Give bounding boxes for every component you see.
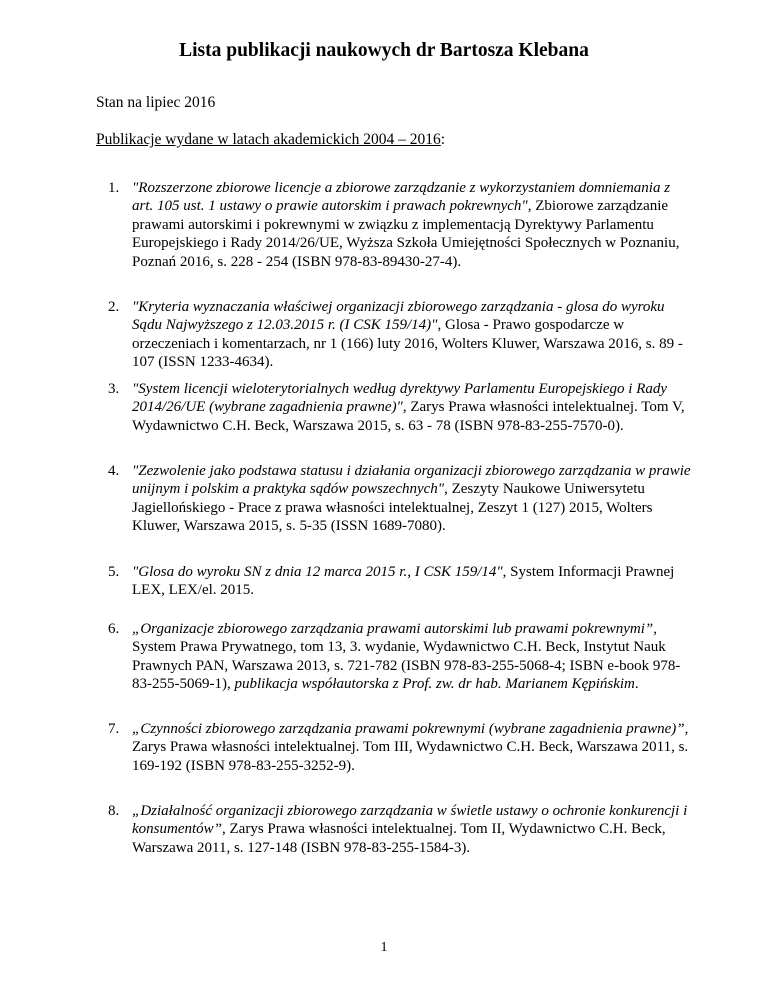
item-number: 2. (108, 299, 120, 315)
item-number: 4. (108, 463, 120, 479)
item-title: „Działalność organizacji zbiorowego zarządzania w świetle ustawy o ochronie konkurencji i konsumentów” (132, 803, 688, 838)
section-heading-colon: : (440, 131, 446, 148)
item-title: „Czynności zbiorowego zarządzania prawami pokrewnymi (wybrane zagadnienia prawne)” (132, 721, 685, 737)
item-title: "Glosa do wyroku SN z dnia 12 marca 2015 r., I CSK 159/14" (132, 564, 503, 580)
item-details: , Glosa - Prawo gospodarcze w orzeczeniach i komentarzach, nr 1 (166) luty 2016, Wolters Kluwer, Warszawa 2016, s. 89 - 107 (ISSN 1233-4634). (132, 317, 683, 371)
item-title: "System licencji wieloterytorialnych według dyrektywy Parlamentu Europejskiego i Rady 2014/26/UE (wybrane zagadnienia prawne)" (132, 381, 668, 416)
section-heading-text: Publikacje wydane w latach akademickich 2004 – 2016 (96, 131, 441, 148)
item-details: , Zeszyty Naukowe Uniwersytetu Jagiellońskiego - Prace z prawa własności intelektualnej, Zeszyt 1 (127) 2015, Wolters Kluwer, Warszawa 2015, s. 5-35 (ISSN 1689-7080). (132, 481, 653, 535)
publication-item-1 (108, 179, 692, 271)
item-title: "Zezwolenie jako podstawa statusu i działania organizacji zbiorowego zarządzania w prawie unijnym i polskim a praktyka sądów powszechnych" (132, 463, 691, 498)
item-number: 6. (108, 621, 120, 637)
item-title: "Rozszerzone zbiorowe licencje a zbiorowe zarządzanie z wykorzystaniem domniemania z art. 105 ust. 1 ustawy o prawie autorskim i prawach pokrewnych" (132, 180, 671, 215)
status-date: Stan na lipiec 2016 (96, 94, 216, 111)
page-number: 1 (380, 940, 388, 955)
publication-item-4 (108, 462, 692, 536)
item-number: 1. (108, 180, 120, 196)
item-number: 5. (108, 564, 120, 580)
document-title: Lista publikacji naukowych dr Bartosza Klebana (179, 40, 589, 61)
section-heading (96, 131, 445, 149)
publication-item-7 (108, 720, 692, 775)
item-end: . (634, 676, 639, 693)
publication-item-5 (108, 563, 692, 600)
item-details: , Zbiorowe zarządzanie prawami autorskimi i pokrewnymi w związku z implementacją Dyrektywy Parlamentu Europejskiego i Rady 2014/26/UE, Wyższa Szkoła Umiejętności Społecznych w Poznaniu, Poznań 2016, s. 228 - 254 (ISBN 978-83-89430-27-4). (132, 198, 680, 270)
item-coauthor-note: publikacja współautorska z Prof. zw. dr hab. Marianem Kępińskim (234, 676, 635, 693)
item-number: 8. (108, 803, 120, 819)
item-details: , Zarys Prawa własności intelektualnej. Tom II, Wydawnictwo C.H. Beck, Warszawa 2011, s. 127-148 (ISBN 978-83-255-1584-3). (132, 821, 666, 856)
item-details: , System Prawa Prywatnego, tom 13, 3. wydanie, Wydawnictwo C.H. Beck, Instytut Nauk Prawnych PAN, Warszawa 2013, s. 721-782 (ISBN 978-83-255-5068-4; ISBN e-book 978-83-255-5069-1), (132, 621, 681, 693)
publication-item-3 (108, 380, 692, 435)
item-number: 3. (108, 381, 120, 397)
item-details: , Zarys Prawa własności intelektualnej. Tom III, Wydawnictwo C.H. Beck, Warszawa 2011, s. 169-192 (ISBN 978-83-255-3252-9). (132, 721, 689, 774)
item-title: „Organizacje zbiorowego zarządzania prawami autorskimi lub prawami pokrewnymi” (132, 621, 654, 637)
publication-item-8 (108, 802, 692, 857)
item-title: "Kryteria wyznaczania właściwej organizacji zbiorowego zarządzania - glosa do wyroku Sądu Najwyższego z 12.03.2015 r. (I CSK 159/14)" (132, 299, 665, 334)
item-details: , Zarys Prawa własności intelektualnej. Tom V, Wydawnictwo C.H. Beck, Warszawa 2015, s. 63 - 78 (ISBN 978-83-255-7570-0). (132, 399, 685, 434)
publication-item-2 (108, 298, 692, 372)
publication-item-6 (108, 620, 692, 694)
item-details: , System Informacji Prawnej LEX, LEX/el. 2015. (132, 564, 675, 599)
item-number: 7. (108, 721, 120, 737)
